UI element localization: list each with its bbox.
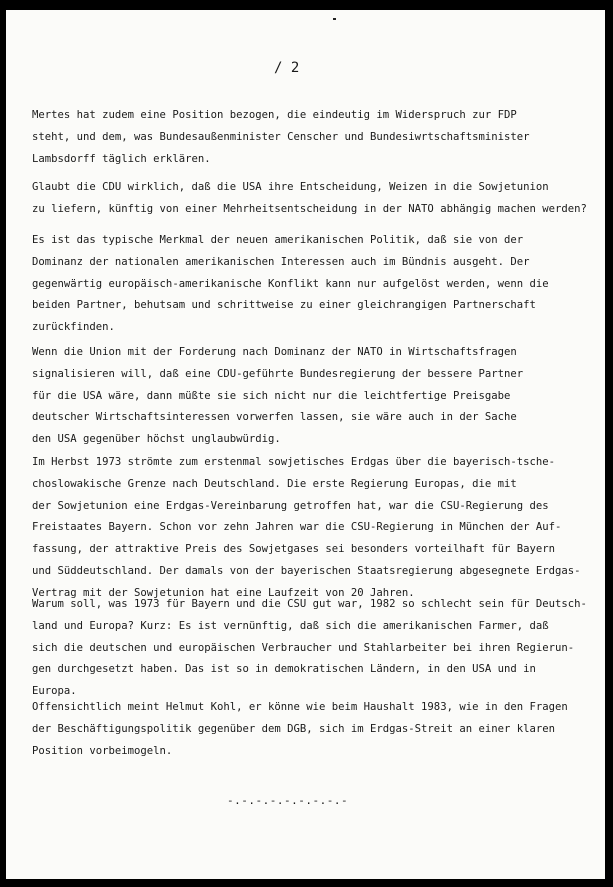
text-line: zu liefern, künftig von einer Mehrheitsentscheidung in der NATO abhängig machen werden? bbox=[32, 202, 587, 215]
text-line: Warum soll, was 1973 für Bayern und die CSU gut war, 1982 so schlecht sein für Deutsch- bbox=[32, 598, 587, 610]
text-line: zurückfinden. bbox=[32, 321, 115, 334]
text-line: Dominanz der nationalen amerikanischen Interessen auch im Bündnis ausgeht. Der bbox=[32, 255, 530, 268]
text-line: beiden Partner, behutsam und schrittweise zu einer gleichrangigen Partnerschaft bbox=[32, 299, 536, 312]
text-line: deutscher Wirtschaftsinteressen vorwerfen lassen, sie wäre auch in der Sache bbox=[32, 411, 517, 424]
text-line: Position vorbeimogeln. bbox=[32, 744, 173, 757]
paragraph-2 bbox=[32, 177, 592, 221]
text-line: Mertes hat zudem eine Position bezogen, die eindeutig im Widerspruch zur FDP bbox=[32, 109, 517, 121]
paragraph-6 bbox=[32, 594, 592, 703]
text-line: Wenn die Union mit der Forderung nach Dominanz der NATO in Wirtschaftsfragen bbox=[32, 346, 517, 358]
text-line: fassung, der attraktive Preis des Sowjetgases sei besonders vorteilhaft für Bayern bbox=[32, 543, 555, 556]
text-line: Es ist das typische Merkmal der neuen amerikanischen Politik, daß sie von der bbox=[32, 234, 524, 246]
text-line: gen durchgesetzt haben. Das ist so in demokratischen Ländern, in den USA und in bbox=[32, 663, 536, 676]
text-line: Vertrag mit der Sowjetunion hat eine Laufzeit von 20 Jahren. bbox=[32, 586, 415, 599]
text-line: choslowakische Grenze nach Deutschland. Die erste Regierung Europas, die mit bbox=[32, 477, 517, 490]
text-line: den USA gegenüber höchst unglaubwürdig. bbox=[32, 433, 281, 446]
text-line: der Beschäftigungspolitik gegenüber dem DGB, sich im Erdgas-Streit an einer klaren bbox=[32, 722, 555, 735]
text-line: sich die deutschen und europäischen Verbraucher und Stahlarbeiter bei ihren Regierun- bbox=[32, 641, 575, 654]
paragraph-5 bbox=[32, 452, 592, 605]
text-line: steht, und dem, was Bundesaußenminister Censcher und Bundesiwrtschaftsminister bbox=[32, 130, 530, 143]
paragraph-4 bbox=[32, 342, 592, 451]
text-line: Glaubt die CDU wirklich, daß die USA ihre Entscheidung, Weizen in die Sowjetunion bbox=[32, 181, 549, 193]
text-line: und Süddeutschland. Der damals von der bayerischen Staatsregierung abgesegnete Erdgas- bbox=[32, 564, 581, 577]
text-line: Offensichtlich meint Helmut Kohl, er könne wie beim Haushalt 1983, wie in den Fragen bbox=[32, 701, 568, 713]
page-number: / 2 bbox=[274, 60, 300, 76]
text-line: signalisieren will, daß eine CDU-geführte Bundesregierung der bessere Partner bbox=[32, 367, 524, 380]
paragraph-3 bbox=[32, 230, 592, 339]
text-line: der Sowjetunion eine Erdgas-Vereinbarung getroffen hat, war die CSU-Regierung des bbox=[32, 499, 549, 512]
text-line: land und Europa? Kurz: Es ist vernünftig, daß sich die amerikanischen Farmer, daß bbox=[32, 619, 549, 632]
end-mark: -.-.-.-.-.-.-.-.- bbox=[227, 794, 349, 807]
text-line: gegenwärtig europäisch-amerikanische Konflikt kann nur aufgelöst werden, wenn die bbox=[32, 277, 549, 290]
text-line: Im Herbst 1973 strömte zum erstenmal sowjetisches Erdgas über die bayerisch-tsche- bbox=[32, 456, 555, 468]
paragraph-1 bbox=[32, 105, 592, 170]
text-line: Europa. bbox=[32, 685, 77, 698]
text-line: für die USA wäre, dann müßte sie sich nicht nur die leichtfertige Preisgabe bbox=[32, 389, 511, 402]
text-line: Lambsdorff täglich erklären. bbox=[32, 152, 211, 165]
document-page bbox=[6, 10, 605, 879]
top-mark bbox=[333, 18, 336, 20]
paragraph-7 bbox=[32, 697, 592, 762]
text-line: Freistaates Bayern. Schon vor zehn Jahren war die CSU-Regierung in München der Auf- bbox=[32, 521, 562, 534]
